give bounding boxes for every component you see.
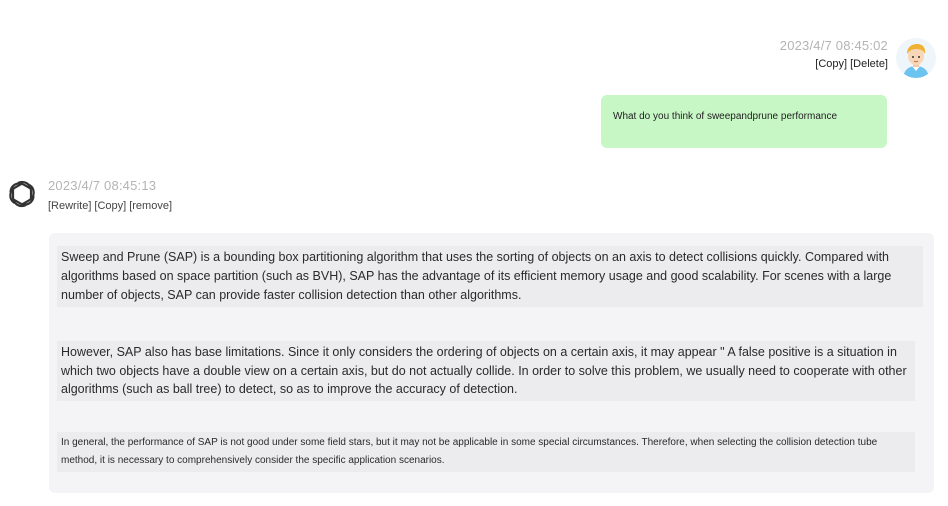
user-message-meta [780, 38, 888, 70]
assistant-timestamp: 2023/4/7 08:45:13 [48, 178, 157, 193]
assistant-paragraph-3: In general, the performance of SAP is not good under some field stars, but it may not be applicable in some special circumstances. Therefore, when selecting the collision detection tube method, it is necessary to comprehensively consider the specific application scenarios. [57, 432, 915, 472]
assistant-message-bubble [49, 233, 934, 493]
user-message-text: What do you think of sweepandprune performance [613, 111, 838, 122]
user-message-bubble [601, 95, 887, 148]
user-copy-button[interactable]: [Copy] [815, 58, 848, 70]
assistant-paragraph-2: However, SAP also has base limitations. Since it only considers the ordering of objects on a certain axis, it may appear " A false positive is a situation in which two objects have a double view on a certain axis, but do not actually collide. In order to solve this problem, we usually need to cooperate with other algorithms (such as ball tree) to detect, so as to improve the accuracy of detection. [57, 341, 915, 401]
user-delete-button[interactable]: [Delete] [850, 58, 888, 70]
assistant-message-meta [48, 178, 175, 212]
assistant-actions [48, 200, 175, 212]
assistant-paragraph-1: Sweep and Prune (SAP) is a bounding box partitioning algorithm that uses the sorting of objects on an axis to detect collisions quickly. Compared with algorithms based on space partition (such as BVH), SAP has the advantage of its efficient memory usage and good scalability. For scenes with a large number of objects, SAP can provide faster collision detection than other algorithms. [57, 246, 923, 307]
assistant-rewrite-button[interactable]: [Rewrite] [48, 200, 92, 212]
assistant-remove-button[interactable]: [remove] [129, 200, 172, 212]
user-actions [780, 58, 888, 70]
assistant-copy-button[interactable]: [Copy] [94, 200, 127, 212]
user-avatar-icon [896, 38, 936, 78]
openai-logo-icon [4, 176, 40, 212]
user-timestamp: 2023/4/7 08:45:02 [779, 38, 888, 53]
